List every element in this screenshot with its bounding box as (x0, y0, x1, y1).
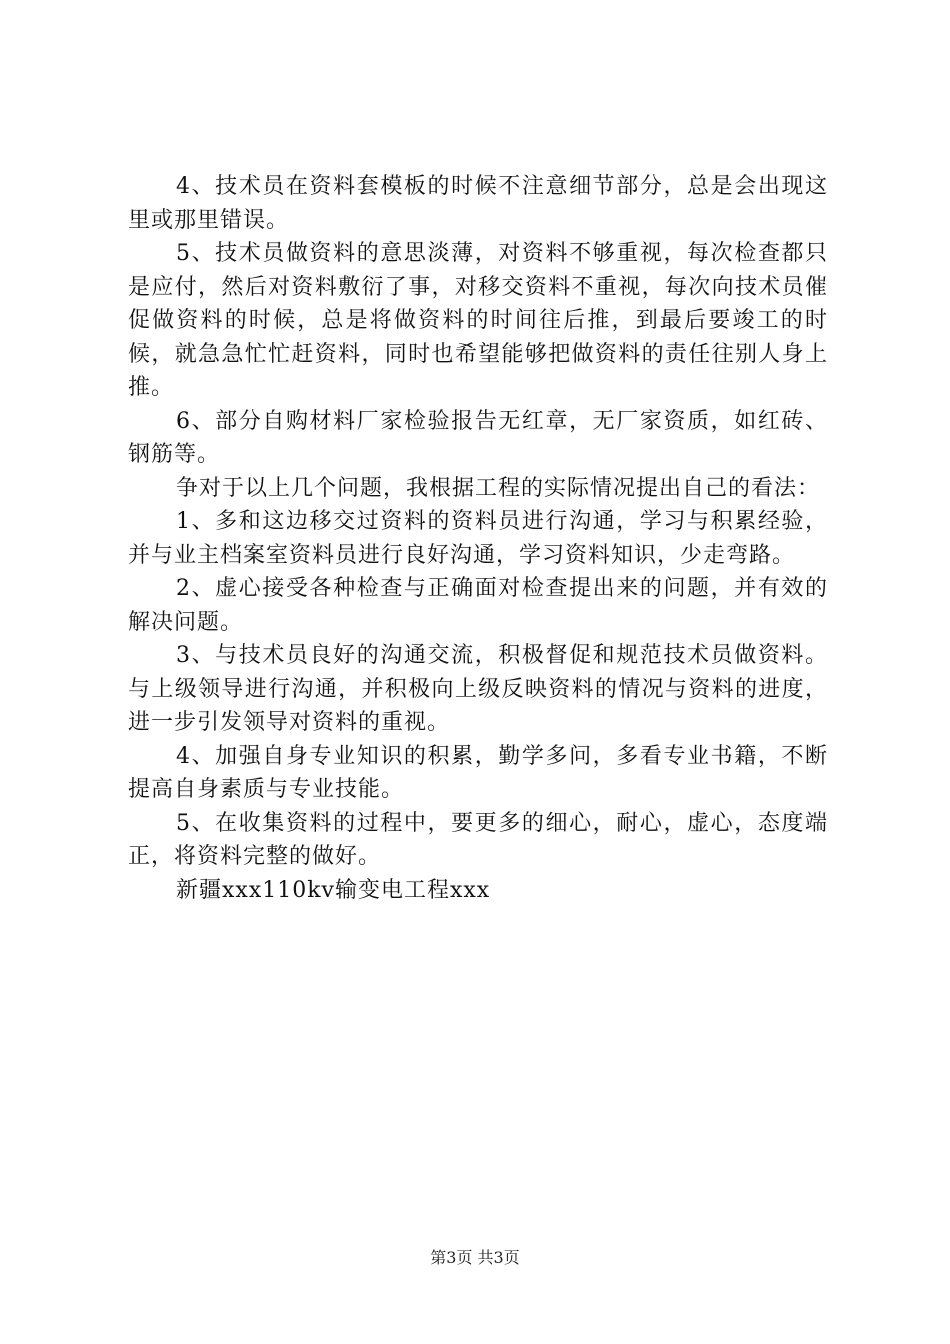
paragraph-suggestion-1: 1、多和这边移交过资料的资料员进行沟通，学习与积累经验，并与业主档案室资料员进行良好沟通，学习资料知识，少走弯路。 (128, 509, 828, 568)
paragraph-suggestion-5: 5、在收集资料的过程中，要更多的细心，耐心，虚心，态度端正，将资料完整的做好。 (128, 810, 828, 869)
page-number-footer: 第3页 共3页 (430, 1248, 520, 1267)
document-body (128, 170, 828, 907)
paragraph-suggestion-4: 4、加强自身专业知识的积累，勤学多问，多看专业书籍，不断提高自身素质与专业技能。 (128, 743, 828, 802)
paragraph-signature: 新疆xxx110kv输变电工程xxx (176, 877, 491, 903)
paragraph-item-6-materials: 6、部分自购材料厂家检验报告无红章，无厂家资质，如红砖、钢筋等。 (128, 408, 828, 467)
paragraph-suggestion-3: 3、与技术员良好的沟通交流，积极督促和规范技术员做资料。与上级领导进行沟通，并积极向上级反映资料的情况与资料的进度，进一步引发领导对资料的重视。 (128, 643, 828, 735)
paragraph-item-5-awareness: 5、技术员做资料的意思淡薄，对资料不够重视，每次检查都只是应付，然后对资料敷衍了事，对移交资料不重视，每次向技术员催促做资料的时候，总是将做资料的时间往后推，到最后要竣工的时候，就急急忙忙赶资料，同时也希望能够把做资料的责任往别人身上推。 (128, 241, 828, 400)
paragraph-suggestion-2: 2、虚心接受各种检查与正确面对检查提出来的问题，并有效的解决问题。 (128, 576, 828, 635)
paragraph-opinion-intro: 争对于以上几个问题，我根据工程的实际情况提出自己的看法： (176, 475, 821, 501)
paragraph-item-4-detail-errors: 4、技术员在资料套模板的时候不注意细节部分，总是会出现这里或那里错误。 (128, 174, 828, 233)
